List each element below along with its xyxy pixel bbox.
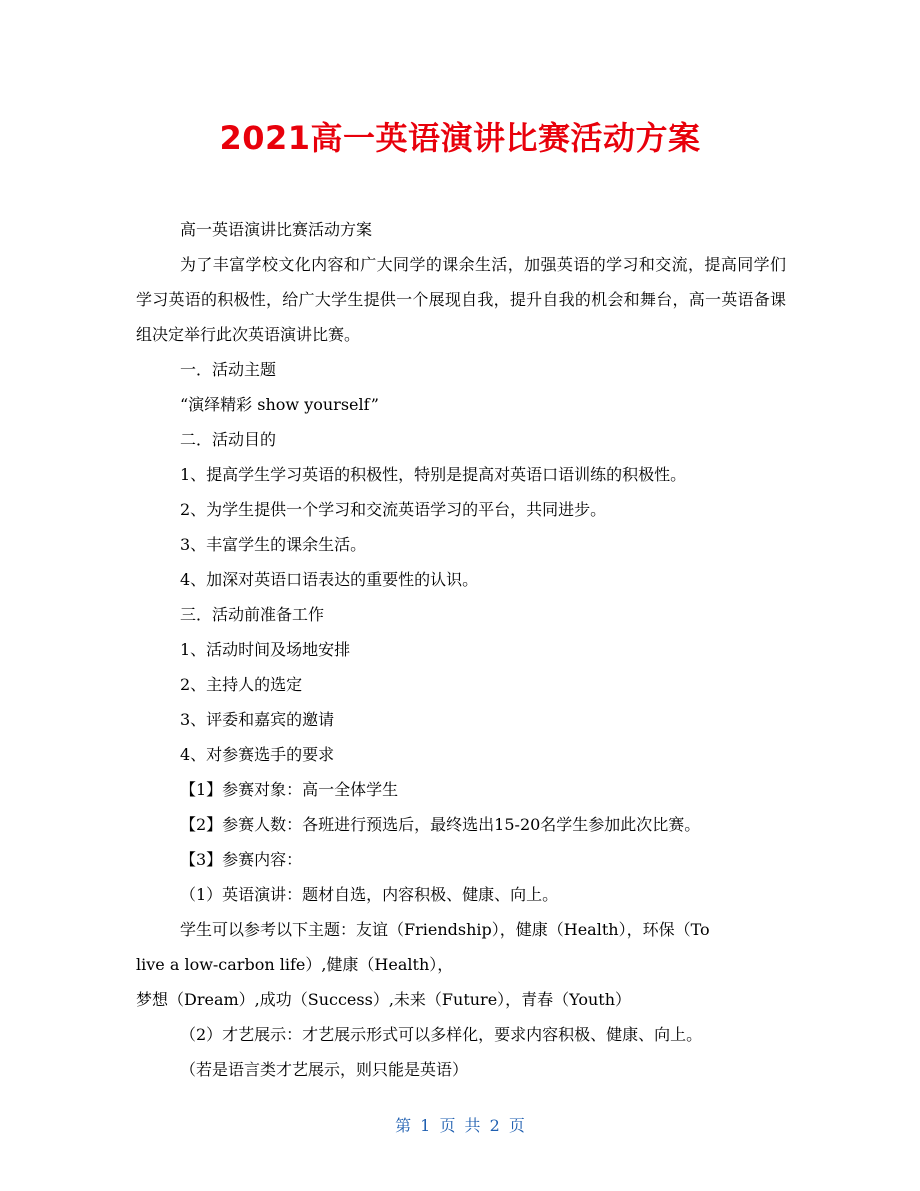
content-item-2-note: （若是语言类才艺展示，则只能是英语） (180, 1060, 469, 1079)
prep-item-1: 1、活动时间及场地安排 (180, 640, 351, 659)
section-heading-theme: 一．活动主题 (180, 360, 277, 379)
content-item-2: （2）才艺展示：才艺展示形式可以多样化，要求内容积极、健康、向上。 (180, 1025, 703, 1044)
prep-item-4: 4、对参赛选手的要求 (180, 745, 335, 764)
page-number-footer: 第 1 页 共 2 页 (395, 1116, 525, 1135)
document-body (136, 212, 786, 1087)
intro-paragraph: 为了丰富学校文化内容和广大同学的课余生活，加强英语的学习和交流，提高同学们学习英语的积极性，给广大学生提供一个展现自我，提升自我的机会和舞台，高一英语备课组决定举行此次英语演讲比赛。 (136, 255, 786, 344)
topics-line-1: 学生可以参考以下主题：友谊（Friendship），健康（Health），环保（To (180, 920, 710, 939)
topics-line-3: 梦想（Dream）,成功（Success）,未来（Future），青春（Youth） (136, 990, 632, 1009)
section-heading-preparation: 三．活动前准备工作 (180, 605, 325, 624)
purpose-item-2: 2、为学生提供一个学习和交流英语学习的平台，共同进步。 (180, 500, 607, 519)
requirement-3: 【3】参赛内容： (180, 850, 303, 869)
subtitle-paragraph: 高一英语演讲比赛活动方案 (180, 220, 373, 239)
prep-item-2: 2、主持人的选定 (180, 675, 303, 694)
purpose-item-3: 3、丰富学生的课余生活。 (180, 535, 367, 554)
topics-line-2: live a low-carbon life）,健康（Health）， (136, 955, 454, 974)
prep-item-3: 3、评委和嘉宾的邀请 (180, 710, 335, 729)
content-item-1: （1）英语演讲：题材自选，内容积极、健康、向上。 (180, 885, 559, 904)
requirement-2: 【2】参赛人数：各班进行预选后，最终选出15-20名学生参加此次比赛。 (180, 815, 701, 834)
requirement-1: 【1】参赛对象：高一全体学生 (180, 780, 399, 799)
section-heading-purpose: 二．活动目的 (180, 430, 277, 449)
purpose-item-1: 1、提高学生学习英语的积极性，特别是提高对英语口语训练的积极性。 (180, 465, 687, 484)
document-title: 2021高一英语演讲比赛活动方案 (219, 119, 701, 157)
theme-text: “演绎精彩 show yourself” (180, 395, 379, 414)
purpose-item-4: 4、加深对英语口语表达的重要性的认识。 (180, 570, 479, 589)
